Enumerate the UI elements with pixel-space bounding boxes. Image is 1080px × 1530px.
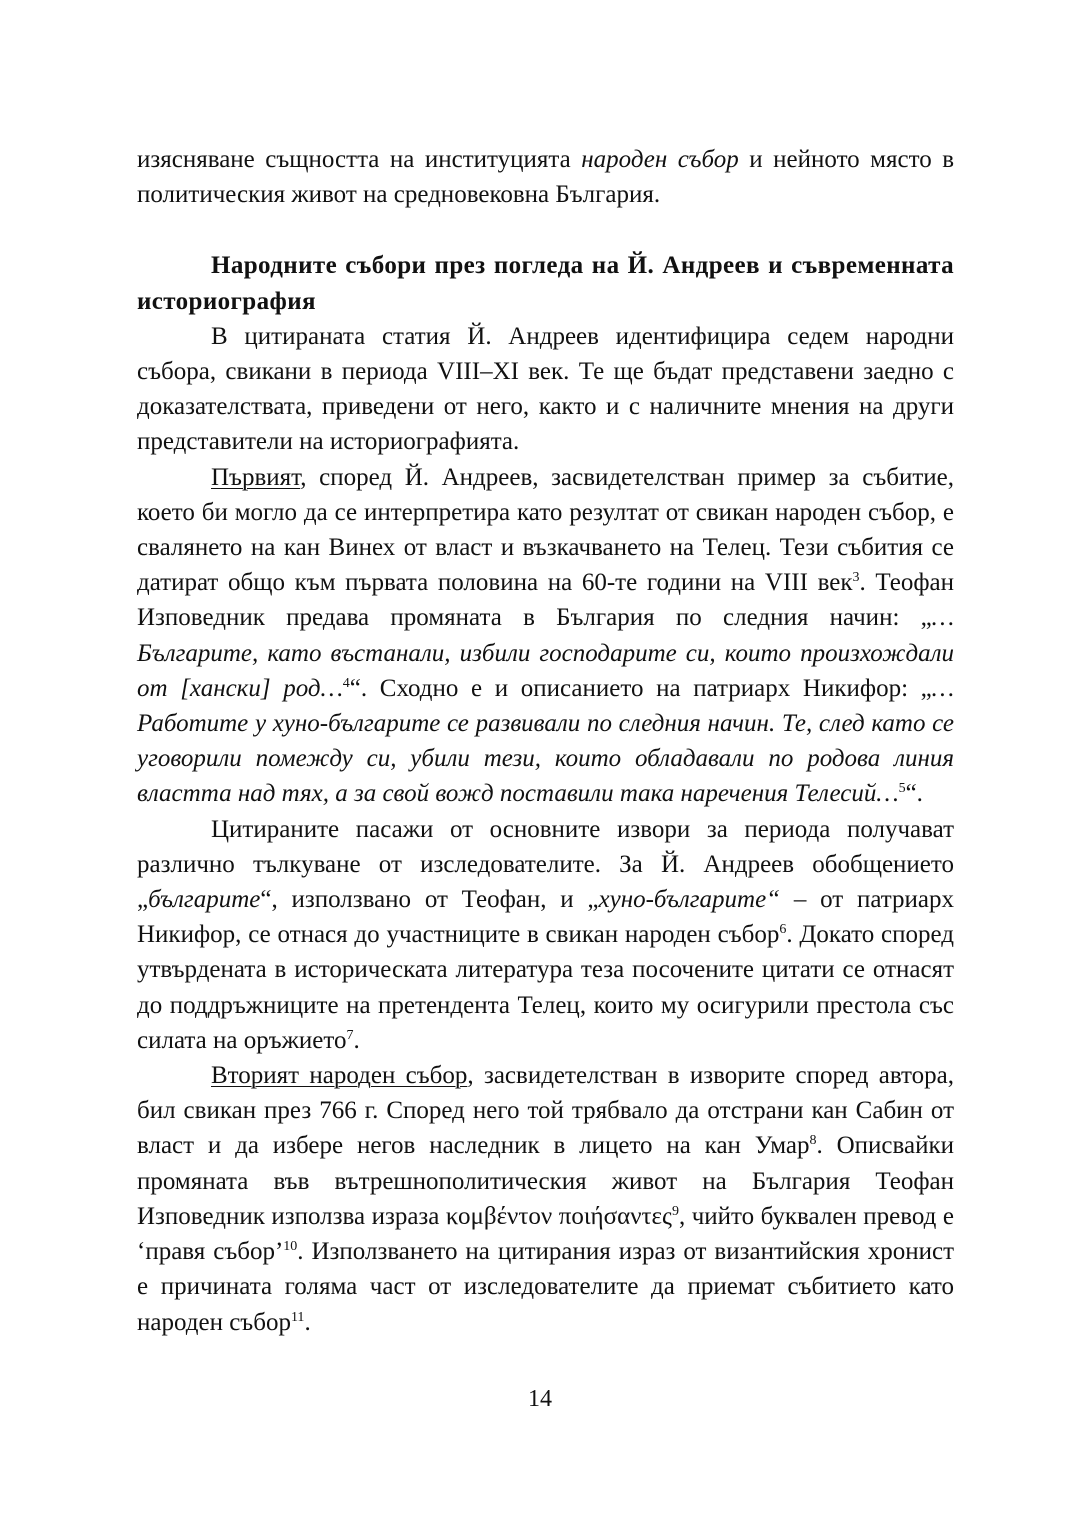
underlined-term: Вторият народен събор [211,1062,468,1090]
page-number: 14 [528,1386,552,1412]
text: – от патриарх Никифор, се отнася до участниците в свикан народен събор [137,886,954,949]
footnote-ref[interactable]: 8 [809,1133,817,1149]
text: . Описвайки промяната във вътрешнополитическия живот на България Теофан Изповедник използва израза κομβέντον ποιήσαντες [137,1132,954,1230]
text: , според Й. Андреев, засвидетелстван пример за събитие, което би могло да се интерпретира като резултат от свикан народен събор, е свалянето на кан Винех от власт и възкачването на Телец. Тези събития се датират общо към първата половина на 60-те години на VIII век [137,463,954,597]
text: изясняване същността на институцията [137,146,582,173]
footnote-ref[interactable]: 9 [671,1203,679,1219]
section-gap [137,212,954,248]
paragraph-interpretation [137,812,954,1058]
paragraph-overview: В цитираната статия Й. Андреев идентифицира седем народни събора, свикани в периода VIII–XI век. Те ще бъдат представени заедно с доказателствата, приведени от него, както и с наличните мнения на други представители на историографията. [137,322,954,456]
text: . Използването на цитирания израз от византийския хронист е причината голяма част от изследователите да приемат събитието като народен събор [137,1238,954,1336]
text: , засвидетелстван в изворите според автора, бил свикан през 766 г. Според него той трябвало да отстрани кан Сабин от власт и да избере негов наследник в лицето на кан Умар [137,1062,954,1160]
underlined-term: Първият [211,463,301,491]
text: . Докато според утвърдената в историческата литература теза посочените цитати се отнасят до поддръжниците на претендента Телец, които му осигурили престола със силата на оръжието [137,921,954,1054]
footnote-ref[interactable]: 7 [346,1027,354,1043]
text: . Теофан Изповедник предава промяната в България по следния начин: „ [137,569,954,632]
italic-quote: …Работите у хуно-българите се развивали по следния начин. Те, след като се уговорили помежду си, убили тези, които обладавали по родова линия властта над тях, а за свой вожд поставили така наречения Телесий… [137,674,954,808]
text: , чийто буквален превод е ‘правя събор’ [137,1202,954,1266]
footnote-ref[interactable]: 3 [852,570,860,586]
text: . [353,1026,360,1054]
paragraph-second-assembly [137,1058,954,1340]
text: “. Сходно е и описанието на патриарх Никифор: „ [349,674,932,702]
text: . [304,1308,311,1336]
text: Цитираните пасажи от основните извори за периода получават различно тълкуване от изследователите. За Й. Андреев обобщението „ [137,815,954,914]
footnote-ref[interactable]: 11 [290,1309,305,1325]
section-heading: Народните събори през погледа на Й. Андреев и съвременната историография [137,252,954,315]
footnote-ref[interactable]: 10 [283,1239,298,1255]
text: “. [905,780,923,808]
footnote-ref[interactable]: 5 [898,781,906,797]
paragraph-first-assembly [137,460,954,812]
text: и нейното място в политическия живот на средновековна България. [137,146,955,209]
footnote-ref[interactable]: 6 [779,922,787,938]
paragraph-intro-end [137,142,954,212]
italic-term: народен събор [581,146,739,173]
page-body [137,142,954,1340]
footnote-ref[interactable]: 4 [342,675,350,691]
italic-term: българите [148,886,261,914]
italic-quote: …Българите, като въстанали, избили господарите си, които произхождали от [хански] род… [137,604,954,702]
text: “, използвано от Теофан, и „ [260,886,599,914]
italic-term: хуно-българите“ [598,886,781,914]
